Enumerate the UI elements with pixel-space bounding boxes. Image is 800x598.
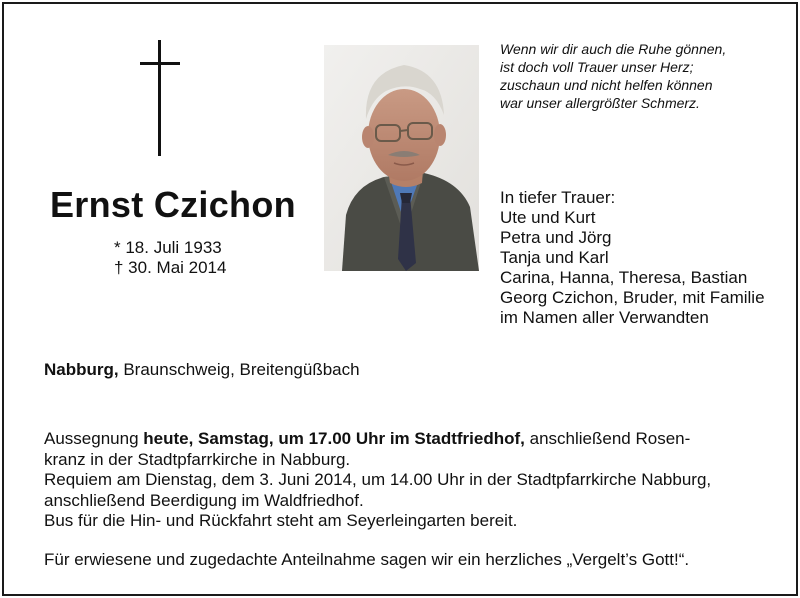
poem-line: ist doch voll Trauer unser Herz; (500, 59, 694, 75)
cross-icon (140, 40, 180, 156)
mourners-heading: In tiefer Trauer: (500, 188, 616, 207)
notice-highlight: heute, Samstag, um 17.00 Uhr im Stadtfriedhof, (143, 429, 525, 448)
deceased-name: Ernst Czichon (50, 184, 296, 225)
location-others: Braunschweig, Breitengüßbach (118, 360, 360, 379)
mourner-entry: Petra und Jörg (500, 228, 612, 247)
mourner-entry: im Namen aller Verwandten (500, 308, 709, 327)
notice-line: kranz in der Stadtpfarrkirche in Nabburg. (44, 449, 351, 469)
notice-line: Bus für die Hin- und Rückfahrt steht am Seyerleingarten bereit. (44, 511, 518, 530)
portrait-photo (324, 45, 479, 271)
mourner-entry: Georg Czichon, Bruder, mit Familie (500, 288, 765, 307)
thanks-line: Für erwiesene und zugedachte Anteilnahme sagen wir ein herzliches „Vergelt’s Gott!“. (44, 549, 690, 569)
poem-line: Wenn wir dir auch die Ruhe gönnen, (500, 41, 727, 57)
funeral-notice (44, 429, 774, 570)
obituary-frame (2, 2, 798, 596)
birth-date: * 18. Juli 1933 (114, 238, 222, 257)
poem-line: war unser allergrößter Schmerz. (500, 95, 700, 111)
memorial-poem (500, 40, 790, 112)
notice-text: Aussegnung (44, 429, 144, 448)
notice-line: anschließend Beerdigung im Waldfriedhof. (44, 490, 364, 510)
life-dates (114, 238, 226, 278)
notice-line: Requiem am Dienstag, dem 3. Juni 2014, um 14.00 Uhr in der Stadtpfarrkirche Nabburg, (44, 470, 712, 489)
mourner-entry: Tanja und Karl (500, 248, 609, 267)
notice-text: anschließend Rosen- (524, 429, 691, 448)
location-primary: Nabburg, (44, 360, 119, 379)
mourner-entry: Ute und Kurt (500, 208, 596, 227)
mourner-entry: Carina, Hanna, Theresa, Bastian (500, 268, 748, 287)
poem-line: zuschaun und nicht helfen können (500, 77, 713, 93)
death-date: † 30. Mai 2014 (114, 258, 227, 277)
notice-line (44, 429, 774, 450)
mourners-list (500, 188, 792, 328)
location-line (44, 360, 360, 380)
